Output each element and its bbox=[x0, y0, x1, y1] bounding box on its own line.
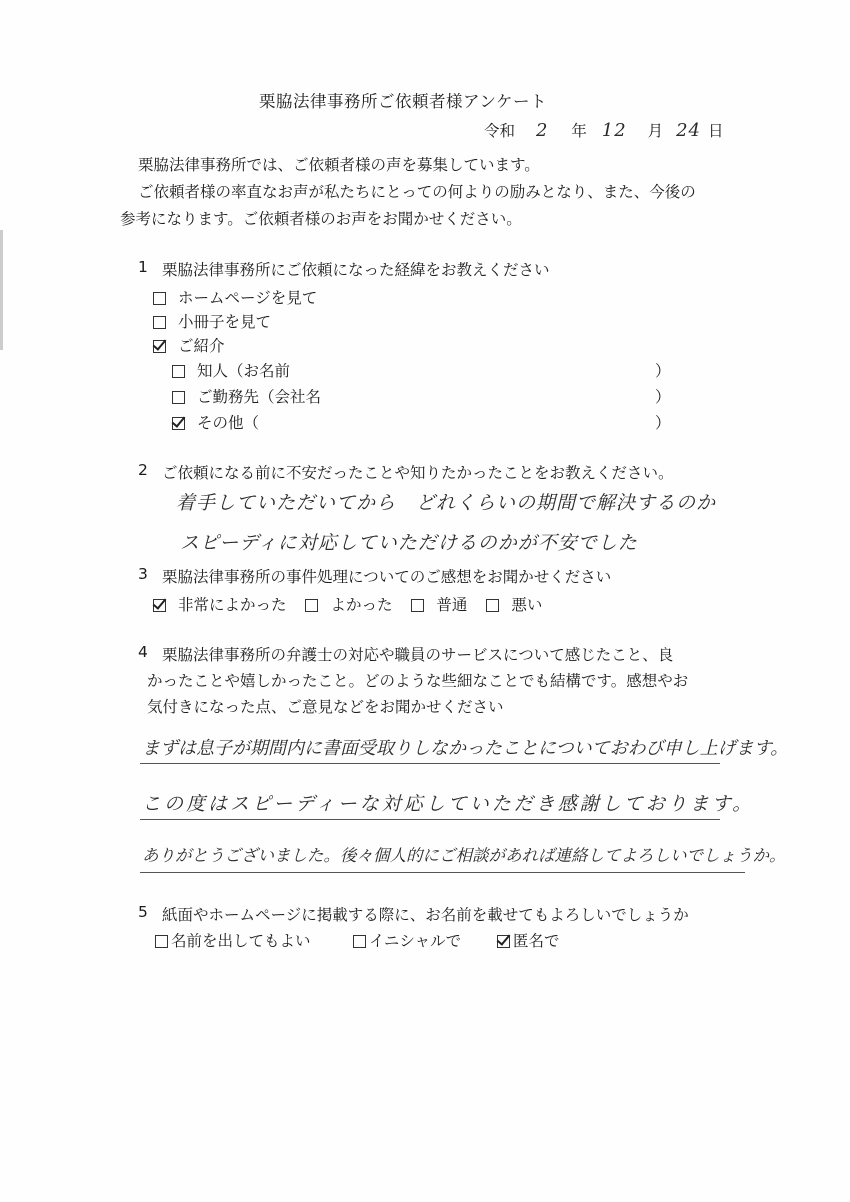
checkbox-initials[interactable] bbox=[353, 935, 366, 948]
q2-question: ご依頼になる前に不安だったことや知りたかったことをお教えください。 bbox=[162, 464, 674, 482]
checkbox-acquaintance[interactable] bbox=[172, 365, 185, 378]
q3-option-good[interactable] bbox=[305, 596, 392, 614]
q5-option-anonymous[interactable] bbox=[497, 929, 560, 951]
q1-option-referral[interactable] bbox=[153, 334, 225, 356]
q3-option-label: 悪い bbox=[511, 596, 543, 614]
q1-question: 栗脇法律事務所にご依頼になった経緯をお教えください bbox=[162, 261, 550, 279]
q1-sub-close-paren: ） bbox=[655, 388, 671, 406]
q4-answer-line-2: この度はスピーディーな対応していただき感謝しております。 bbox=[142, 793, 755, 815]
q5-option-initials[interactable] bbox=[353, 929, 461, 951]
q4-answer-line-1: まずは息子が期間内に書面受取りしなかったことについておわび申し上げます。 bbox=[142, 738, 789, 759]
intro-line-3: 参考になります。ご依頼者様のお声をお聞かせください。 bbox=[120, 210, 522, 228]
q5-option-label: イニシャルで bbox=[369, 932, 462, 950]
q4-question-line-1: 栗脇法律事務所の弁護士の対応や職員のサービスについて感じたこと、良 bbox=[162, 646, 674, 664]
q1-sub-close-paren: ） bbox=[655, 414, 671, 432]
intro-line-1: 栗脇法律事務所では、ご依頼者様の声を募集しています。 bbox=[138, 156, 540, 174]
answer-underline bbox=[140, 872, 745, 873]
checkbox-booklet[interactable] bbox=[153, 316, 166, 329]
survey-date bbox=[484, 119, 723, 141]
q5-option-name-ok[interactable] bbox=[155, 929, 311, 951]
q1-sub-close-paren: ） bbox=[655, 362, 671, 380]
q4-question-line-3: 気付きになった点、ご意見などをお聞かせください bbox=[147, 698, 504, 716]
date-day: 24 bbox=[676, 120, 701, 141]
q4-question-line-2: かったことや嬉しかったこと。どのような些細なことでも結構です。感想やお bbox=[147, 672, 689, 690]
checkbox-referral-checked[interactable] bbox=[153, 340, 166, 353]
q3-option-label: 普通 bbox=[436, 596, 468, 614]
q1-sub-other[interactable] bbox=[172, 411, 259, 433]
answer-underline bbox=[140, 763, 720, 764]
q1-option-booklet[interactable] bbox=[153, 310, 271, 332]
q3-question: 栗脇法律事務所の事件処理についてのご感想をお聞かせください bbox=[162, 568, 612, 586]
date-month-unit: 月 bbox=[647, 122, 664, 140]
checkbox-very-good-checked[interactable] bbox=[153, 599, 166, 612]
q2-answer-line-2: スピーディに対応していただけるのかが不安でした bbox=[180, 532, 638, 554]
date-year: 2 bbox=[535, 120, 549, 141]
q1-sub-label: 知人（お名前 bbox=[197, 362, 291, 380]
q5-question: 紙面やホームページに掲載する際に、お名前を載せてもよろしいでしょうか bbox=[162, 906, 689, 924]
checkbox-workplace[interactable] bbox=[172, 391, 185, 404]
checkbox-anonymous-checked[interactable] bbox=[497, 935, 510, 948]
checkbox-homepage[interactable] bbox=[153, 292, 166, 305]
q1-sub-label: その他（ bbox=[197, 414, 260, 432]
q4-number: 4 bbox=[138, 643, 148, 661]
intro-line-2: ご依頼者様の率直なお声が私たちにとっての何よりの励みとなり、また、今後の bbox=[138, 183, 696, 201]
q4-answer-line-3: ありがとうございました。後々個人的にご相談があれば連絡してよろしいでしょうか。 bbox=[142, 846, 786, 865]
q1-sub-label: ご勤務先（会社名 bbox=[197, 388, 322, 406]
q5-option-label: 匿名で bbox=[513, 932, 560, 950]
checkbox-good[interactable] bbox=[305, 599, 318, 612]
q3-option-label: 非常によかった bbox=[178, 596, 287, 614]
q3-option-label: よかった bbox=[330, 596, 393, 614]
date-day-unit: 日 bbox=[707, 122, 724, 140]
date-month: 12 bbox=[601, 120, 627, 141]
q1-option-homepage[interactable] bbox=[153, 286, 317, 308]
q1-option-label: ホームページを見て bbox=[178, 289, 318, 307]
q2-number: 2 bbox=[138, 461, 148, 479]
q3-options bbox=[153, 593, 542, 615]
q1-sub-workplace[interactable] bbox=[172, 385, 321, 407]
q5-number: 5 bbox=[138, 903, 148, 921]
q3-option-bad[interactable] bbox=[486, 596, 542, 614]
survey-title: 栗脇法律事務所ご依頼者様アンケート bbox=[259, 92, 548, 111]
q1-sub-acquaintance[interactable] bbox=[172, 359, 290, 381]
q3-option-very-good[interactable] bbox=[153, 596, 287, 614]
date-year-unit: 年 bbox=[571, 122, 587, 140]
q1-option-label: 小冊子を見て bbox=[178, 313, 272, 331]
q1-number: 1 bbox=[138, 258, 148, 276]
q5-option-label: 名前を出してもよい bbox=[171, 932, 311, 950]
q3-option-average[interactable] bbox=[411, 596, 467, 614]
date-era: 令和 bbox=[484, 122, 516, 140]
q2-answer-line-1: 着手していただいてから どれくらいの期間で解決するのか bbox=[176, 492, 717, 514]
checkbox-other-checked[interactable] bbox=[172, 417, 185, 430]
checkbox-average[interactable] bbox=[411, 599, 424, 612]
answer-underline bbox=[140, 819, 720, 820]
checkbox-bad[interactable] bbox=[486, 599, 499, 612]
scan-edge-mark bbox=[0, 230, 3, 350]
checkbox-name-ok[interactable] bbox=[155, 935, 168, 948]
q1-option-label: ご紹介 bbox=[178, 337, 225, 355]
q3-number: 3 bbox=[138, 565, 148, 583]
